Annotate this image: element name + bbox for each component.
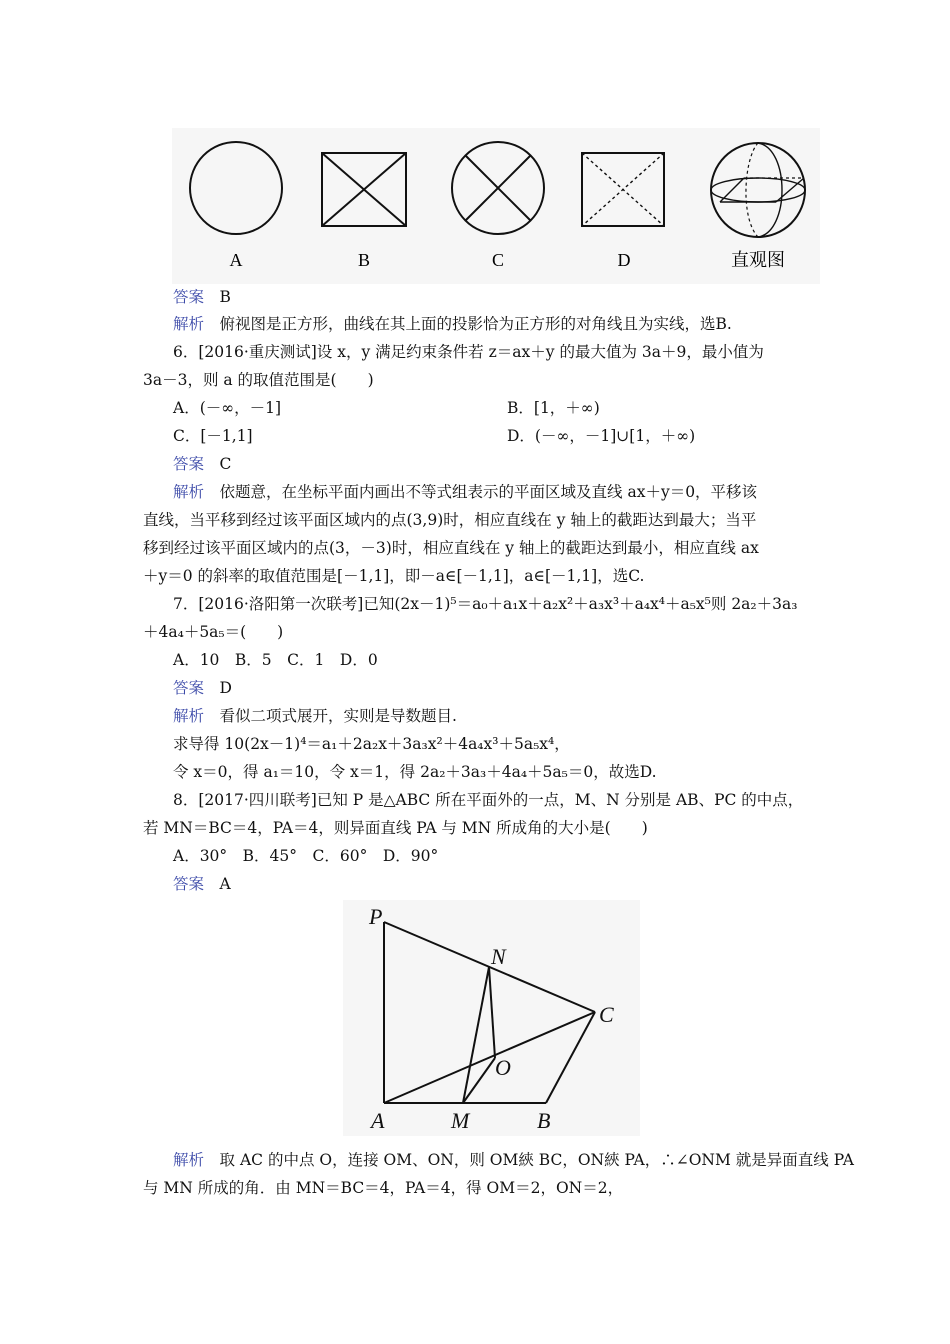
analysis-tag: 解析: [173, 1151, 205, 1169]
q7-analysis-line1: [173, 704, 457, 728]
answer-value: B: [219, 288, 231, 306]
analysis-tag: 解析: [173, 707, 205, 725]
q6-stem-line2: 3a－3，则 a 的取值范围是( ): [143, 371, 374, 389]
answer-value: D: [219, 679, 232, 697]
q7-stem-line1: 7．[2016·洛阳第一次联考]已知(2x－1)⁵＝a₀＋a₁x＋a₂x²＋a₃x³＋a₄x⁴＋a₅x⁵则 2a₂＋3a₃: [173, 595, 798, 613]
q6-option-d: D．(－∞，－1]∪[1，＋∞): [507, 427, 696, 445]
q5-analysis-line: [173, 312, 732, 336]
q7-answer-line: [173, 676, 232, 700]
analysis-tag: 解析: [173, 483, 205, 501]
analysis-text: 依题意，在坐标平面内画出不等式组表示的平面区域及直线 ax＋y＝0，平移该: [219, 483, 758, 501]
q6-analysis-line2: 直线，当平移到经过该平面区域内的点(3,9)时，相应直线在 y 轴上的截距达到最大；当平: [143, 511, 757, 529]
q6-option-c: C．[－1,1]: [173, 427, 253, 445]
q6-analysis-line3: 移到经过该平面区域内的点(3，－3)时，相应直线在 y 轴上的截距达到最小，相应直线 ax: [143, 539, 759, 557]
point-a-label: A: [371, 1108, 385, 1133]
point-n-label: N: [491, 944, 506, 969]
q6-analysis-line1: [173, 480, 757, 504]
label-d: D: [617, 250, 631, 270]
answer-value: A: [219, 875, 231, 893]
analysis-text: 俯视图是正方形，曲线在其上面的投影恰为正方形的对角线且为实线，选B.: [219, 315, 732, 333]
q8-stem-line2: 若 MN＝BC＝4，PA＝4，则异面直线 PA 与 MN 所成角的大小是( ): [143, 819, 648, 837]
answer-tag: 答案: [173, 455, 205, 473]
point-b-label: B: [537, 1108, 551, 1133]
q6-option-b: B．[1，＋∞): [507, 399, 600, 417]
point-o-label: O: [495, 1055, 511, 1080]
q8-options: A．30° B．45° C．60° D．90°: [173, 847, 439, 865]
q8-stem-line1: 8．[2017·四川联考]已知 P 是△ABC 所在平面外的一点，M、N 分别是 AB、PC 的中点，: [173, 791, 804, 809]
q6-option-a: A．(－∞，－1]: [173, 399, 282, 417]
three-view-figure: [172, 128, 820, 284]
point-m-label: M: [451, 1108, 470, 1133]
q6-stem-line1: 6．[2016·重庆测试]设 x，y 满足约束条件若 z＝ax＋y 的最大值为 3a＋9，最小值为: [173, 343, 764, 361]
tetrahedron-figure: [343, 900, 640, 1136]
q7-analysis-line3: 令 x＝0，得 a₁＝10，令 x＝1，得 2a₂＋3a₃＋4a₄＋5a₅＝0，故选D.: [173, 763, 657, 781]
q7-analysis-line2: 求导得 10(2x－1)⁴＝a₁＋2a₂x＋3a₃x²＋4a₄x³＋5a₅x⁴，: [173, 735, 570, 753]
q6-answer-line: [173, 452, 231, 476]
point-p-label: P: [369, 904, 383, 929]
answer-value: C: [219, 455, 232, 473]
label-a: A: [229, 250, 243, 270]
q7-options: A．10 B．5 C．1 D．0: [173, 651, 378, 669]
analysis-tag: 解析: [173, 315, 205, 333]
q7-stem-line2: ＋4a₄＋5a₅＝( ): [143, 623, 284, 641]
q8-answer-line: [173, 872, 231, 896]
label-b: B: [357, 250, 371, 270]
analysis-text: 取 AC 的中点 O，连接 OM、ON，则 OM綊 BC，ON綊 PA，∴∠ONM 就是异面直线 PA: [219, 1151, 854, 1169]
q8-analysis-line1: [173, 1148, 854, 1172]
q8-analysis-line2: 与 MN 所成的角．由 MN＝BC＝4，PA＝4，得 OM＝2，ON＝2，: [143, 1179, 624, 1197]
label-direct-view: 直观图: [731, 250, 785, 271]
answer-tag: 答案: [173, 679, 205, 697]
analysis-text: 看似二项式展开，实则是导数题目.: [219, 707, 457, 725]
answer-tag: 答案: [173, 288, 205, 306]
q6-analysis-line4: ＋y＝0 的斜率的取值范围是[－1,1]，即－a∈[－1,1]，a∈[－1,1]，选C.: [143, 567, 645, 585]
q5-answer-line: [173, 285, 231, 309]
point-c-label: C: [599, 1002, 614, 1027]
answer-tag: 答案: [173, 875, 205, 893]
label-c: C: [491, 250, 505, 270]
